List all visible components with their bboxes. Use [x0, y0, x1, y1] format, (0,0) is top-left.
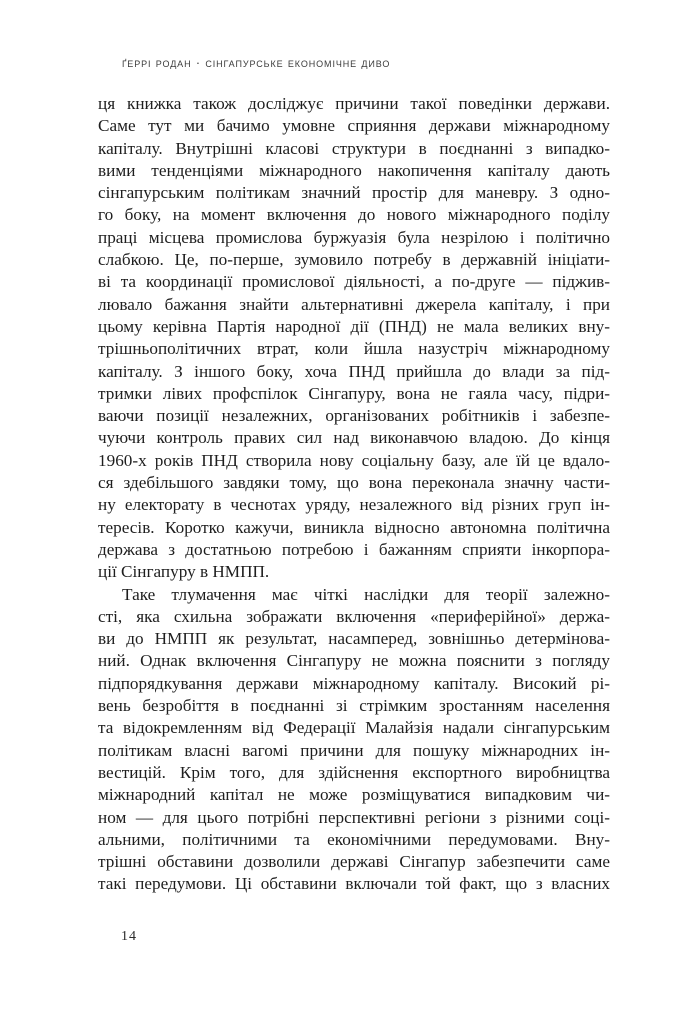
text-line: чуючи контроль правих сил над виконавчою владою. До кінця	[98, 428, 610, 448]
text-line: підпорядкування держави міжнародному капіталу. Високий рі-	[98, 673, 610, 693]
text-line: вестицій. Крім того, для здійснення експортного виробництва	[98, 762, 610, 782]
text-line: трішні обставини дозволили державі Сінгапур забезпечити саме	[98, 852, 610, 872]
text-line: ві та координації промислової діяльності, а по-друге — піджив-	[98, 272, 610, 292]
text-line: держава з достатньою потребою і бажанням сприяти інкорпора-	[98, 539, 610, 559]
text-line: політикам власні вагомі причини для пошуку міжнародних ін-	[98, 740, 610, 760]
text-line: капіталу. З іншого боку, хоча ПНД прийшла до влади за під-	[98, 361, 610, 381]
text-line: го боку, на момент включення до нового міжнародного поділу	[98, 205, 610, 225]
header-separator: ·	[191, 56, 206, 70]
text-line: слабкою. Це, по-перше, зумовило потребу в державній ініціати-	[98, 250, 610, 270]
text-line: вими тенденціями міжнародного накопичення капіталу дають	[98, 160, 610, 180]
running-header	[122, 56, 390, 70]
paragraph-2	[98, 584, 610, 896]
text-line: ний. Однак включення Сінгапуру не можна пояснити з погляду	[98, 651, 610, 671]
text-line: ну електорату в чеснотах уряду, незалежного від різних груп ін-	[98, 495, 610, 515]
body-text	[98, 93, 610, 896]
text-line: сті, яка схильна зображати включення «периферійної» держа-	[98, 606, 610, 626]
text-line: трішньополітичних втрат, коли йшла назустріч міжнародному	[98, 339, 610, 359]
text-line: ся здебільшого завдяки тому, що вона переконала значну части-	[98, 473, 610, 493]
paragraph-1	[98, 93, 610, 584]
text-line: тримки лівих профспілок Сінгапуру, вона не гаяла часу, підри-	[98, 383, 610, 403]
header-author: ґеррі родан	[122, 56, 192, 70]
text-line: ції Сінгапуру в НМПП.	[98, 562, 270, 582]
text-line: міжнародний капітал не може розміщуватися випадковим чи-	[98, 785, 610, 805]
text-line: тересів. Коротко кажучи, виникла відносно автономна політична	[98, 517, 610, 537]
text-line: та відокремленням від Федерації Малайзія надали сінгапурським	[98, 718, 610, 738]
header-book-title: сінгапурське економічне диво	[205, 56, 391, 70]
text-line: цьому керівна Партія народної дії (ПНД) не мала великих вну-	[98, 316, 610, 336]
text-line: капіталу. Внутрішні класові структури в поєднанні з випадко-	[98, 138, 610, 158]
page-number: 14	[121, 929, 137, 944]
text-line: альними, політичними та економічними передумовами. Вну-	[98, 829, 610, 849]
text-line: Саме тут ми бачимо умовне сприяння держави міжнародному	[98, 116, 610, 136]
text-line: ця книжка також досліджує причини такої поведінки держави.	[98, 94, 610, 113]
text-line: 1960-х років ПНД створила нову соціальну базу, але їй це вдало-	[98, 450, 610, 470]
text-line: праці місцева промислова буржуазія була незрілою і політично	[98, 227, 610, 247]
text-line: такі передумови. Ці обставини включали той факт, що з власних	[98, 874, 610, 894]
text-line: ном — для цього потрібні перспективні регіони з різними соці-	[98, 807, 610, 827]
text-line: сінгапурським політикам значний простір для маневру. З одно-	[98, 183, 610, 203]
text-line: лювало бажання знайти альтернативні джерела капіталу, і при	[98, 294, 610, 314]
text-line: вень безробіття в поєднанні зі стрімким зростанням населення	[98, 696, 610, 716]
text-line: ваючи позиції незалежних, організованих робітників і забезпе-	[98, 406, 610, 426]
text-line: ви до НМПП як результат, насамперед, зовнішньо детермінова-	[98, 629, 610, 649]
text-line: Таке тлумачення має чіткі наслідки для теорії залежно-	[122, 584, 610, 604]
